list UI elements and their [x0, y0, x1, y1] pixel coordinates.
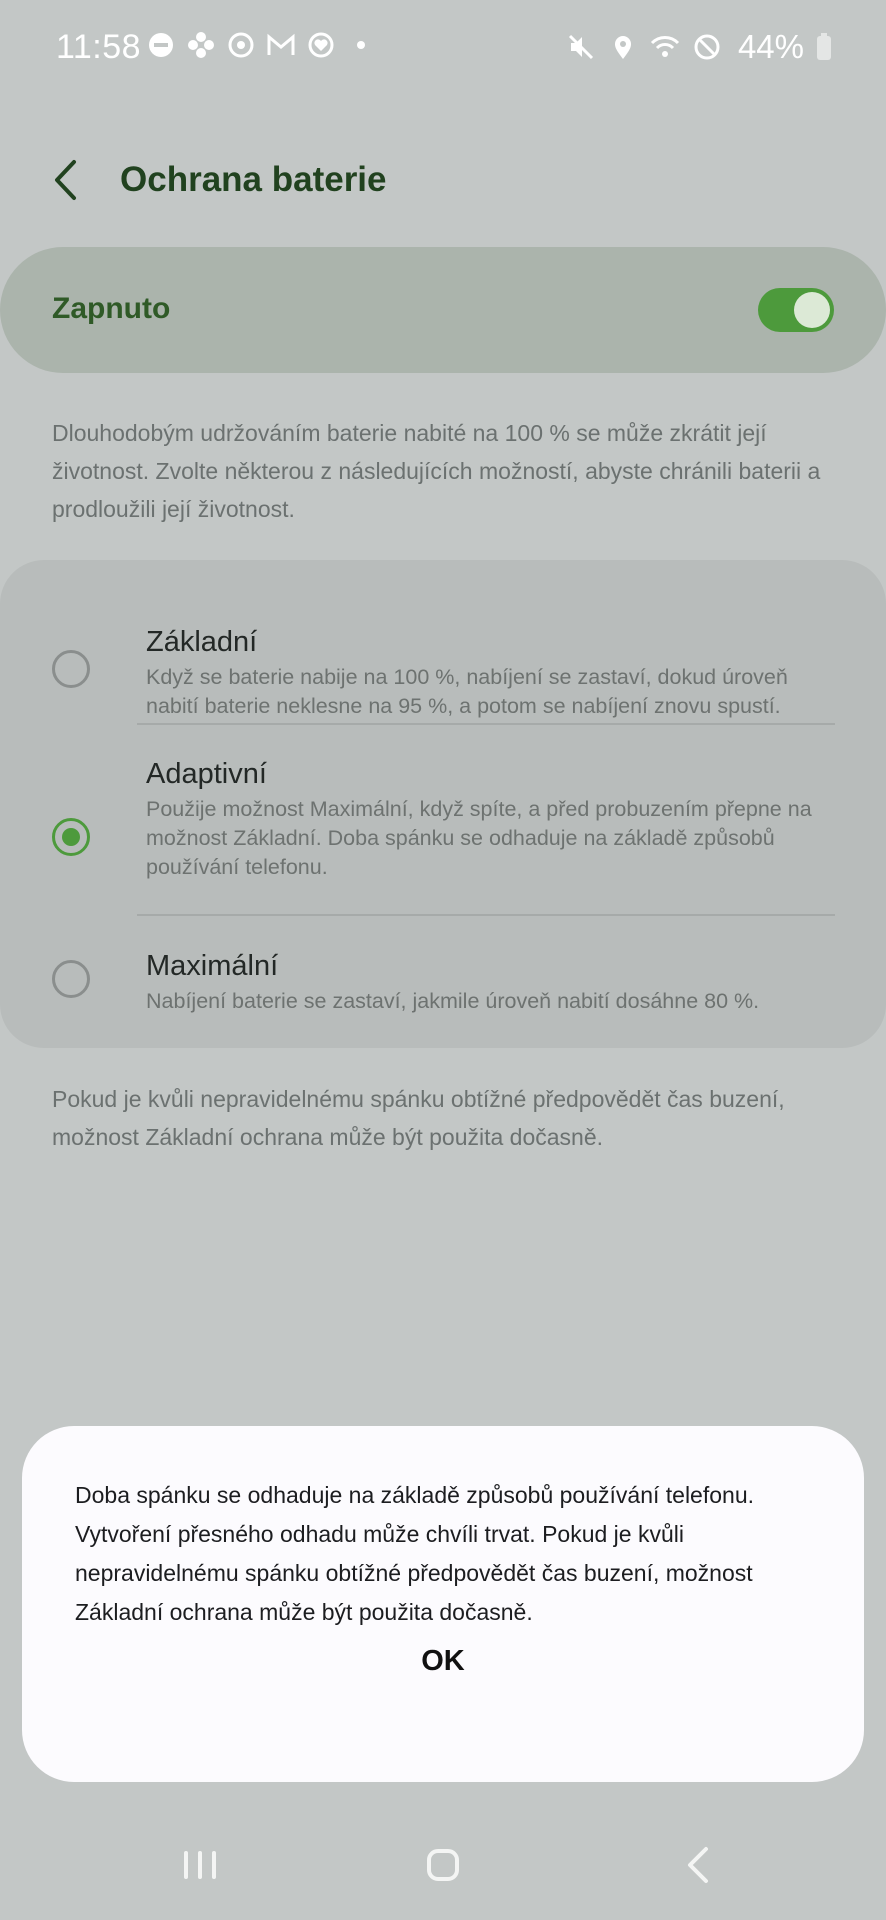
- back-button[interactable]: [44, 150, 94, 210]
- battery-percent: 44%: [737, 28, 804, 65]
- option-title: Základní: [146, 626, 258, 658]
- toggle-knob: [794, 292, 830, 328]
- ok-button[interactable]: OK: [421, 1644, 465, 1677]
- option-adaptivni[interactable]: [0, 730, 886, 908]
- health-icon: [306, 30, 336, 60]
- status-time: 11:58: [56, 28, 142, 66]
- wifi-icon: [650, 32, 680, 62]
- recents-icon: [170, 1835, 230, 1895]
- option-title: Adaptivní: [146, 758, 267, 790]
- status-bar: [0, 0, 886, 96]
- chevron-left-icon: [44, 150, 94, 210]
- recents-button[interactable]: [170, 1835, 230, 1895]
- option-title: Maximální: [146, 950, 279, 982]
- battery-icon: [816, 32, 832, 62]
- radio-button-selected[interactable]: [52, 818, 90, 856]
- navigation-bar: [0, 1835, 886, 1895]
- page-title: Ochrana baterie: [120, 160, 387, 199]
- master-switch-row[interactable]: [0, 247, 886, 373]
- dot-icon: [346, 30, 376, 60]
- back-nav-button[interactable]: [668, 1835, 728, 1895]
- location-icon: [608, 32, 638, 62]
- divider: [137, 723, 835, 725]
- system-icons: [566, 28, 832, 66]
- footnote: Pokud je kvůli nepravidelnému spánku obtížné předpovědět čas buzení, možnost Základní ochrana může být použita dočasně.: [52, 1086, 785, 1150]
- info-dialog: [22, 1426, 864, 1782]
- option-zakladni[interactable]: [0, 590, 886, 722]
- blocked-icon: [692, 32, 722, 62]
- flower-icon: [186, 30, 216, 60]
- home-button[interactable]: [413, 1835, 473, 1895]
- top-app-bar: [0, 150, 886, 230]
- option-description: Použije možnost Maximální, když spíte, a před probuzením přepne na možnost Základní. Doba spánku se odhaduje na základě způsobů používání telefonu.: [146, 797, 812, 879]
- mute-icon: [566, 32, 596, 62]
- radio-button[interactable]: [52, 650, 90, 688]
- option-description: Nabíjení baterie se zastaví, jakmile úroveň nabití dosáhne 80 %.: [146, 989, 760, 1013]
- dialog-message: Doba spánku se odhaduje na základě způsobů používání telefonu. Vytvoření přesného odhadu může chvíli trvat. Pokud je kvůli nepravidelnému spánku obtížné předpovědět čas buzení, možnost Základní ochrana může být použita dočasně.: [75, 1482, 755, 1625]
- master-switch-label: Zapnuto: [52, 292, 171, 325]
- notification-icons: [146, 30, 376, 60]
- back-icon: [668, 1835, 728, 1895]
- protection-options: [0, 560, 886, 1048]
- home-icon: [413, 1835, 473, 1895]
- camera-sync-icon: [226, 30, 256, 60]
- radio-button[interactable]: [52, 960, 90, 998]
- master-toggle[interactable]: [758, 288, 834, 332]
- do-not-disturb-icon: [146, 30, 176, 60]
- gmail-icon: [266, 30, 296, 60]
- option-maximalni[interactable]: [0, 920, 886, 1048]
- option-description: Když se baterie nabije na 100 %, nabíjení se zastaví, dokud úroveň nabití baterie neklesne na 95 %, a potom se nabíjení znovu spustí.: [146, 665, 788, 718]
- feature-description: Dlouhodobým udržováním baterie nabité na 100 % se může zkrátit její životnost. Zvolte některou z následujících možností, abyste chránili baterii a prodloužili její životnost.: [52, 420, 821, 522]
- divider: [137, 914, 835, 916]
